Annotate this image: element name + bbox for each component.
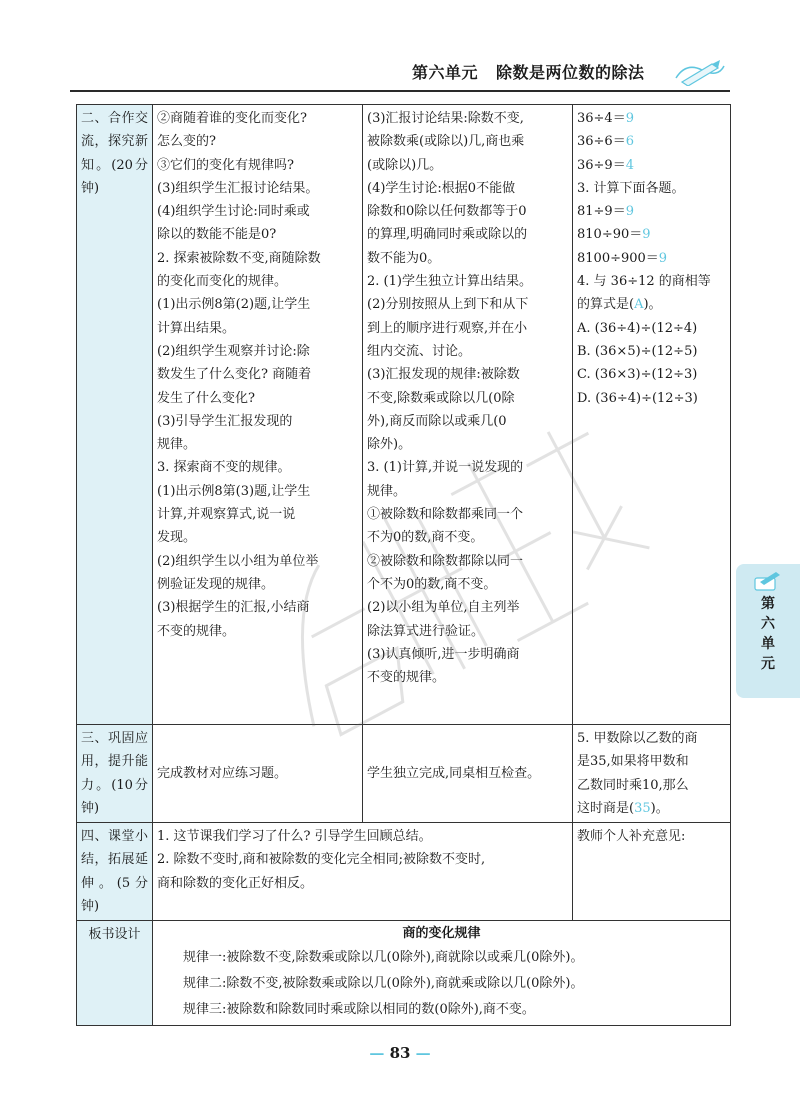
student-line: 不为0的数,商不变。 <box>367 530 484 546</box>
side-tab-label: 第六单元 <box>761 596 775 672</box>
stage-label <box>77 823 153 921</box>
exercise-line <box>577 340 726 363</box>
lesson-plan-table <box>76 104 731 1026</box>
student-line: 不变的规律。 <box>367 670 446 686</box>
teacher-line: 发现。 <box>157 530 197 546</box>
question-text: 36÷4＝ <box>577 111 626 126</box>
student-line: (2)分别按照从上到下和从下 <box>367 297 529 313</box>
stage-label <box>77 105 153 725</box>
student-line: 到上的顺序进行观察,并在小 <box>367 320 528 336</box>
student-line: ②被除数和除数都除以同一 <box>367 553 524 569</box>
teacher-note-label: 教师个人补充意见: <box>577 829 686 845</box>
teacher-line: 2. 探索被除数不变,商随除数 <box>157 250 321 266</box>
teacher-line: (3)组织学生汇报讨论结果。 <box>157 180 319 196</box>
teacher-line: (4)组织学生讨论:同时乘或 <box>157 204 310 220</box>
exercise-line: 乙数同时乘10,那么 <box>577 777 689 793</box>
exercise-line <box>577 293 726 316</box>
stage-label-text: 四、课堂小结，拓展延伸。(5分钟) <box>81 829 148 915</box>
pencil-book-icon <box>752 570 782 592</box>
stage-label <box>77 921 153 1026</box>
exercise-line <box>577 107 726 130</box>
student-text: 学生独立完成,同桌相互检查。 <box>367 765 541 781</box>
answer-text: 35 <box>634 800 651 816</box>
teacher-line: 的变化而变化的规律。 <box>157 274 288 290</box>
question-tail: )。 <box>650 800 669 816</box>
answer-text: A <box>634 297 644 313</box>
exercise-line <box>577 223 726 246</box>
student-line: 外),商反而除以或乘几(0 <box>367 413 507 429</box>
student-line: 规律。 <box>367 483 407 499</box>
board-rule-line: 规律一:被除数不变,除数乘或除以几(0除外),商就除以或乘几(0除外)。 <box>183 950 584 966</box>
unit-label: 第六单元 <box>412 63 479 82</box>
summary-line: 2. 除数不变时,商和被除数的变化完全相同;被除数不变时, <box>157 852 486 868</box>
question-text: C. (36×3)÷(12÷3) <box>577 367 698 383</box>
teacher-line: 数发生了什么变化? 商随着 <box>157 367 312 383</box>
teacher-line: (3)根据学生的汇报,小结商 <box>157 600 310 616</box>
exercise-line <box>577 247 726 270</box>
teacher-line: ③它们的变化有规律吗? <box>157 157 294 173</box>
student-line: 除数和0除以任何数都等于0 <box>367 204 527 220</box>
teacher-line: (1)出示例8第(3)题,让学生 <box>157 483 311 499</box>
exercise-cell <box>573 725 731 823</box>
question-text: 36÷6＝ <box>577 134 626 150</box>
question-text: 的算式是( <box>577 297 635 313</box>
exercise-line <box>577 154 726 177</box>
answer-text: 4 <box>625 157 634 173</box>
teacher-line: 怎么变的? <box>157 134 216 150</box>
teacher-line: (2)组织学生观察并讨论:除 <box>157 343 310 359</box>
stage-label <box>77 725 153 823</box>
board-title: 商的变化规律 <box>402 926 481 942</box>
exercise-line <box>577 363 726 386</box>
student-line: (3)认真倾听,进一步明确商 <box>367 646 520 662</box>
student-line: 3. (1)计算,并说一说发现的 <box>367 460 524 476</box>
teacher-text: 完成教材对应练习题。 <box>157 765 288 781</box>
page-number-text: 83 <box>389 1044 411 1062</box>
teacher-line: (2)组织学生以小组为单位举 <box>157 553 319 569</box>
student-line: (3)汇报发现的规律:被除数 <box>367 367 520 383</box>
exercise-line: 5. 甲数除以乙数的商 <box>577 731 698 746</box>
table-row-board <box>77 921 731 1026</box>
answer-text: 9 <box>625 111 634 126</box>
page-number: — 83 — <box>369 1044 431 1062</box>
question-text: 36÷9＝ <box>577 157 626 173</box>
pencil-deco-icon <box>672 56 728 86</box>
student-line: (3)汇报讨论结果:除数不变, <box>367 111 524 126</box>
stage-label-text: 二、合作交流，探究新知。(20分钟) <box>81 111 148 196</box>
chapter-title: 除数是两位数的除法 <box>496 63 645 82</box>
student-line: 被除数乘(或除以)几,商也乘 <box>367 134 525 150</box>
board-rule-line: 规律三:被除数和除数同时乘或除以相同的数(0除外),商不变。 <box>183 1002 535 1018</box>
student-line: (2)以小组为单位,自主列举 <box>367 600 520 616</box>
exercise-line: 是35,如果将甲数和 <box>577 754 689 770</box>
header-rule <box>70 90 730 92</box>
question-text: 810÷90＝ <box>577 227 643 243</box>
student-line: 的算理,明确同时乘或除以的 <box>367 227 528 243</box>
teacher-line: 计算出结果。 <box>157 320 236 336</box>
table-row-stage2 <box>77 105 731 725</box>
student-activity-cell <box>363 725 573 823</box>
unit-side-tab <box>736 564 800 698</box>
teacher-line: (3)引导学生汇报发现的 <box>157 413 293 429</box>
exercise-line <box>577 270 726 293</box>
teacher-line: 规律。 <box>157 437 197 453</box>
teacher-note-cell <box>573 823 731 921</box>
exercise-line <box>577 177 726 200</box>
exercise-line <box>577 387 726 410</box>
question-text: D. (36÷4)÷(12÷3) <box>577 390 698 406</box>
page-header-title <box>412 60 712 86</box>
exercise-line <box>577 130 726 153</box>
answer-text: 9 <box>625 204 634 220</box>
teacher-line: 发生了什么变化? <box>157 390 255 406</box>
question-text: 3. 计算下面各题。 <box>577 180 685 196</box>
question-text: B. (36×5)÷(12÷5) <box>577 343 698 359</box>
board-label-text: 板书设计 <box>88 927 141 943</box>
question-text: 8100÷900＝ <box>577 250 659 266</box>
summary-line: 商和除数的变化正好相反。 <box>157 875 314 891</box>
exercise-line <box>577 317 726 340</box>
answer-text: 6 <box>625 134 634 150</box>
table-row-stage3 <box>77 725 731 823</box>
teacher-line: 计算,并观察算式,说一说 <box>157 507 296 523</box>
student-line: 组内交流、讨论。 <box>367 343 472 359</box>
question-tail: )。 <box>643 297 662 313</box>
exercise-line <box>577 797 726 820</box>
teacher-line: 例验证发现的规律。 <box>157 576 275 592</box>
teacher-line: ②商随着谁的变化而变化? <box>157 111 307 126</box>
question-text: 4. 与 36÷12 的商相等 <box>577 274 711 290</box>
student-line: 个不为0的数,商不变。 <box>367 576 497 592</box>
answer-text: 9 <box>658 250 668 266</box>
student-line: ①被除数和除数都乘同一个 <box>367 507 524 523</box>
teacher-activity-cell <box>153 105 363 725</box>
table-row-stage4 <box>77 823 731 921</box>
student-line: (或除以)几。 <box>367 157 443 173</box>
exercise-line <box>577 200 726 223</box>
board-design-cell <box>153 921 731 1026</box>
summary-cell <box>153 823 573 921</box>
student-line: (4)学生讨论:根据0不能做 <box>367 180 516 196</box>
student-line: 不变,除数乘或除以几(0除 <box>367 390 515 406</box>
teacher-line: 除以的数能不能是0? <box>157 227 277 243</box>
teacher-line: (1)出示例8第(2)题,让学生 <box>157 297 311 313</box>
question-text: 这时商是( <box>577 800 635 816</box>
answer-text: 9 <box>642 227 651 243</box>
student-line: 除法算式进行验证。 <box>367 623 485 639</box>
stage-label-text: 三、巩固应用，提升能力。(10分钟) <box>81 731 148 816</box>
teacher-line: 3. 探索商不变的规律。 <box>157 460 291 476</box>
student-activity-cell <box>363 105 573 725</box>
exercise-cell <box>573 105 731 725</box>
student-line: 除外)。 <box>367 437 412 453</box>
student-line: 数不能为0。 <box>367 250 441 266</box>
teacher-line: 不变的规律。 <box>157 623 236 639</box>
student-line: 2. (1)学生独立计算出结果。 <box>367 274 532 290</box>
question-text: 81÷9＝ <box>577 204 626 220</box>
board-rule-line: 规律二:除数不变,被除数乘或除以几(0除外),商就乘或除以几(0除外)。 <box>183 976 584 992</box>
teacher-activity-cell <box>153 725 363 823</box>
question-text: A. (36÷4)÷(12÷4) <box>577 320 698 336</box>
summary-line: 1. 这节课我们学习了什么? 引导学生回顾总结。 <box>157 829 432 845</box>
